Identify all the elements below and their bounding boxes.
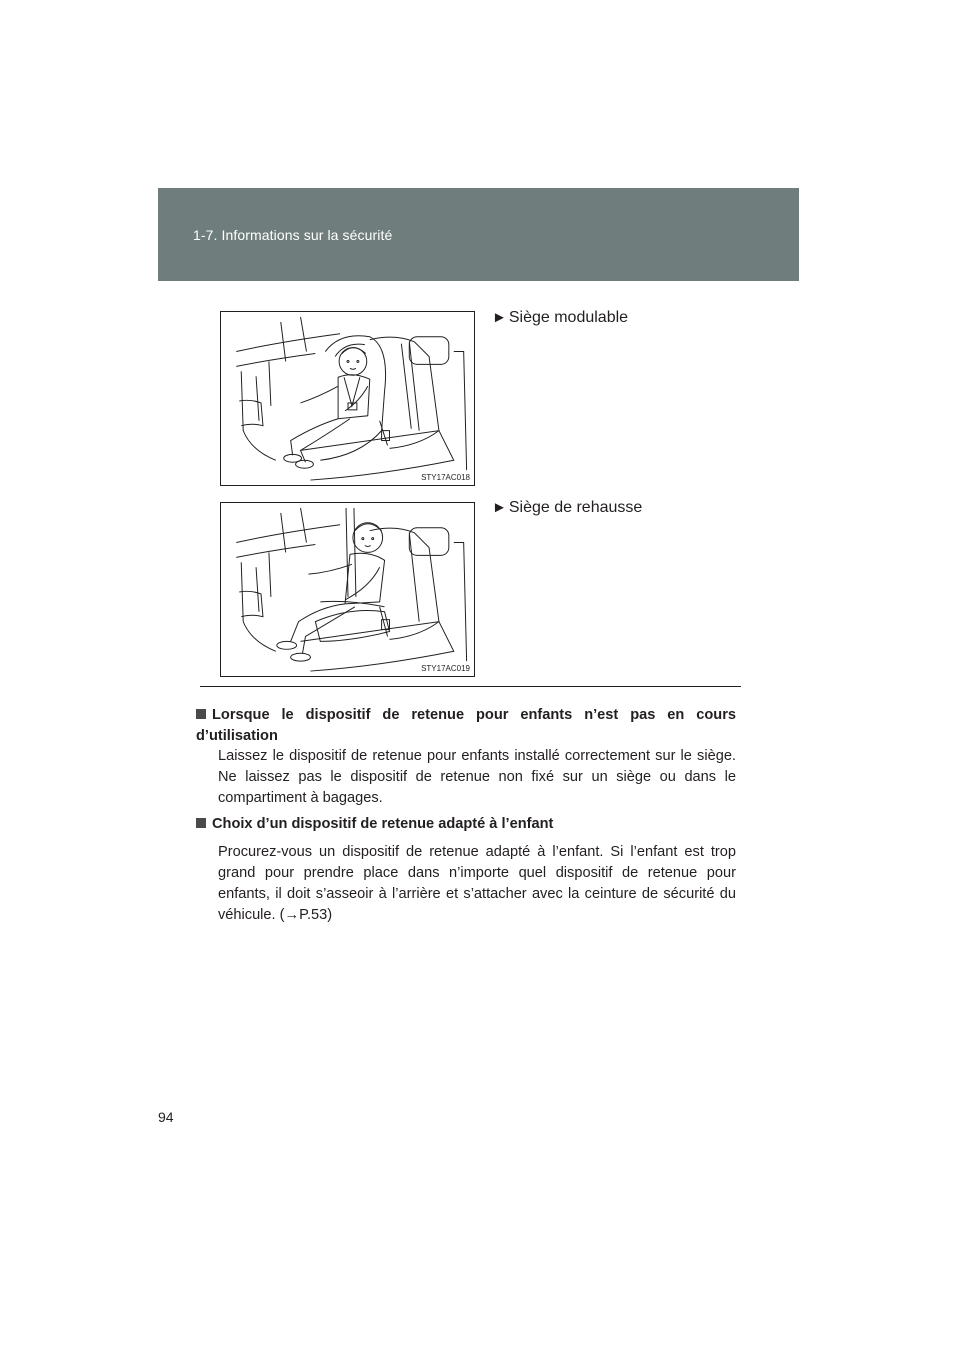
section-heading-unused-restraint: Lorsque le dispositif de retenue pour enfants n’est pas en cours d’utilisation — [196, 707, 736, 744]
figure-convertible-seat — [220, 311, 475, 486]
section-title: 1-7. Informations sur la sécurité — [193, 227, 393, 243]
paragraph-choice-restraint: Procurez-vous un dispositif de retenue adapté à l’enfant. Si l’enfant est trop grand pour prendre place dans n’importe quel dispositif de retenue pour enfants, il doit s’asseoir à l’arrière et s’attacher avec la ceinture de sécurité du véhicule. (→P.53) — [218, 844, 736, 923]
square-bullet-icon — [196, 818, 206, 828]
figure-booster-seat — [220, 502, 475, 677]
pointer-arrow-icon: ► — [492, 309, 507, 326]
section-heading-choice-restraint: Choix d’un dispositif de retenue adapté à l’enfant — [196, 814, 736, 835]
figure-code: STY17AC019 — [421, 664, 470, 673]
convertible-seat-illustration — [221, 312, 474, 485]
pointer-arrow-icon: ► — [492, 499, 507, 516]
section-divider — [200, 686, 741, 687]
caption-text: Siège de rehausse — [508, 499, 643, 516]
caption-convertible-seat — [492, 309, 628, 327]
square-bullet-icon — [196, 709, 206, 719]
caption-text: Siège modulable — [508, 309, 629, 326]
caption-booster-seat — [492, 499, 642, 517]
booster-seat-illustration — [221, 503, 474, 676]
page-number: 94 — [158, 1109, 174, 1125]
section-header — [158, 188, 799, 281]
figure-code: STY17AC018 — [421, 473, 470, 482]
paragraph-unused-restraint: Laissez le dispositif de retenue pour enfants installé correctement sur le siège. Ne laissez pas le dispositif de retenue non fixé sur un siège ou dans le compartiment à bagages. — [218, 748, 736, 806]
